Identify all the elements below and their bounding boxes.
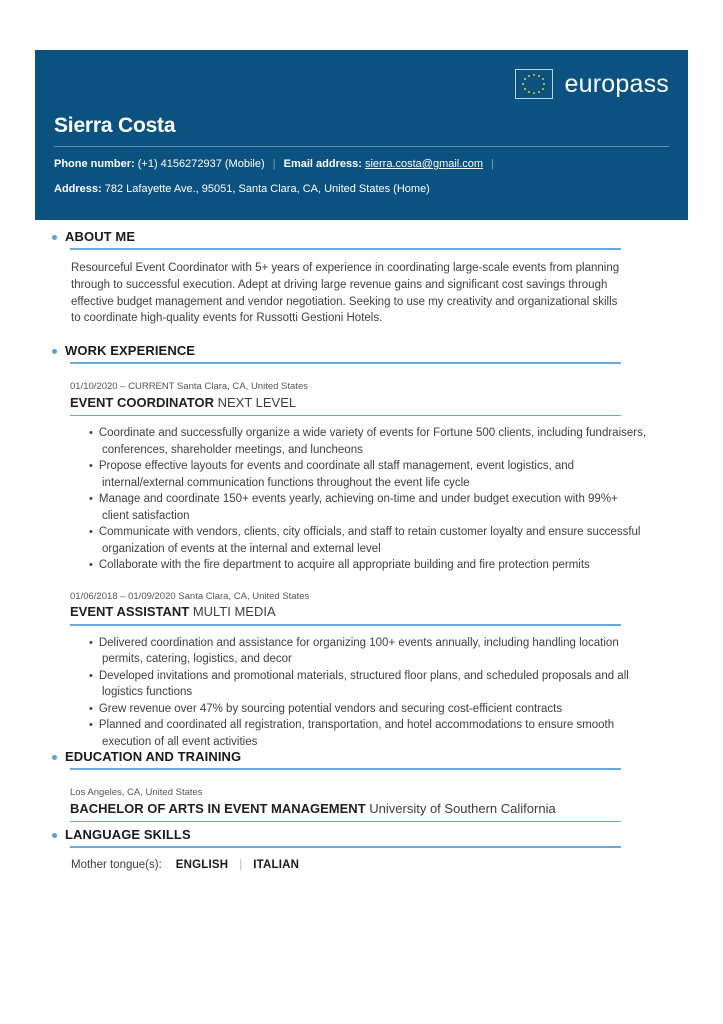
section-title-language-skills: LANGUAGE SKILLS — [65, 827, 191, 842]
list-item: • Propose effective layouts for events and coordinate all staff management, event logistics, and internal/external communication functions throughout the event life cycle — [70, 458, 647, 491]
europass-brand-label: europass — [564, 69, 669, 98]
mother-tongue-italian: ITALIAN — [253, 859, 300, 872]
work-entry-bullets — [70, 425, 688, 573]
brand-row — [54, 64, 669, 104]
list-item: • Developed invitations and promotional materials, structured floor plans, and scheduled proposals and all logistics functions — [70, 668, 647, 701]
work-entry — [70, 381, 688, 573]
section-bullet-icon — [52, 349, 57, 354]
contact-line-address — [54, 182, 669, 197]
contact-line-primary — [54, 157, 669, 172]
education-entry-meta: Los Angeles, CA, United States — [70, 787, 203, 799]
section-education-and-training — [52, 750, 688, 822]
cv-header — [35, 50, 688, 220]
phone-value: (+1) 4156272937 (Mobile) — [137, 158, 265, 171]
list-item: • Coordinate and successfully organize a wide variety of events for Fortune 500 clients, including fundraisers, conferences, shareholder meetings, and luncheons — [70, 425, 647, 458]
eu-flag-icon — [515, 69, 553, 99]
header-divider — [54, 146, 669, 147]
email-label: Email address: — [283, 158, 362, 171]
work-entry-role: EVENT COORDINATOR — [70, 394, 214, 410]
work-entry-title — [70, 604, 688, 620]
list-item: • Delivered coordination and assistance for organizing 100+ events annually, including handling location permits, catering, logistics, and decor — [70, 635, 647, 668]
page-title: Sierra Costa — [54, 114, 176, 137]
section-rule-language-skills — [70, 846, 621, 848]
section-bullet-icon — [52, 833, 57, 838]
section-header-about-me — [52, 230, 688, 244]
mother-tongue-english: ENGLISH — [175, 859, 229, 872]
address-value: 782 Lafayette Ave., 95051, Santa Clara, CA, United States (Home) — [104, 182, 430, 195]
mother-tongue-row — [71, 859, 688, 871]
section-bullet-icon — [52, 235, 57, 240]
education-entry — [70, 787, 688, 822]
email-link[interactable]: sierra.costa@gmail.com — [364, 158, 484, 171]
education-entry-degree: BACHELOR OF ARTS IN EVENT MANAGEMENT — [70, 800, 366, 816]
list-item: • Grew revenue over 47% by sourcing potential vendors and securing cost-efficient contracts — [70, 701, 647, 718]
list-item: • Manage and coordinate 150+ events yearly, achieving on-time and under budget execution with 99%+ client satisfaction — [70, 491, 647, 524]
section-about-me — [52, 230, 688, 327]
section-header-work-experience — [52, 344, 688, 358]
section-rule-work-experience — [70, 362, 621, 364]
language-divider: | — [239, 859, 243, 872]
work-entry-title — [70, 395, 688, 411]
work-entry-rule — [70, 624, 621, 626]
work-entry-meta: 01/06/2018 – 01/09/2020 Santa Clara, CA, United States — [70, 590, 310, 602]
about-me-text: Resourceful Event Coordinator with 5+ years of experience in coordinating large-scale events from planning through to successful execution. Adept at driving large revenue gains and significant cost savings through effective budget management and vendor negotiation. Seeking to use my creativity and organizational skills to coordinate high-quality events for Russotti Gestioni Hotels. — [71, 262, 620, 325]
list-item: • Planned and coordinated all registration, transportation, and hotel accommodations to ensure smooth execution of all event activities — [70, 717, 647, 750]
education-entry-rule — [70, 821, 621, 823]
section-header-education — [52, 750, 688, 764]
contact-separator-2: | — [491, 158, 495, 171]
list-item: • Communicate with vendors, clients, city officials, and staff to retain customer loyalty and ensure successful organization of events at the internal and external level — [70, 524, 647, 557]
section-bullet-icon — [52, 755, 57, 760]
work-entry-company: NEXT LEVEL — [217, 394, 297, 410]
education-entry-title — [70, 801, 688, 817]
work-entry-meta: 01/10/2020 – CURRENT Santa Clara, CA, United States — [70, 381, 308, 393]
work-entry-company: MULTI MEDIA — [192, 604, 276, 620]
section-rule-about-me — [70, 248, 621, 250]
list-item: • Collaborate with the fire department to acquire all appropriate building and fire protection permits — [70, 557, 647, 574]
section-header-language-skills — [52, 828, 688, 842]
section-title-about-me: ABOUT ME — [65, 229, 136, 244]
work-entry — [70, 591, 688, 751]
work-entry-rule — [70, 415, 621, 417]
address-label: Address: — [54, 182, 102, 195]
section-language-skills — [52, 828, 688, 871]
section-title-education: EDUCATION AND TRAINING — [65, 749, 242, 764]
contact-separator-1: | — [272, 158, 276, 171]
education-entry-institution: University of Southern California — [369, 800, 556, 816]
section-title-work-experience: WORK EXPERIENCE — [65, 343, 196, 358]
work-entry-bullets — [70, 635, 688, 750]
mother-tongue-label: Mother tongue(s): — [71, 859, 162, 872]
section-rule-education — [70, 768, 621, 770]
work-entry-role: EVENT ASSISTANT — [70, 604, 190, 620]
section-work-experience — [52, 344, 688, 750]
phone-label: Phone number: — [54, 158, 135, 171]
